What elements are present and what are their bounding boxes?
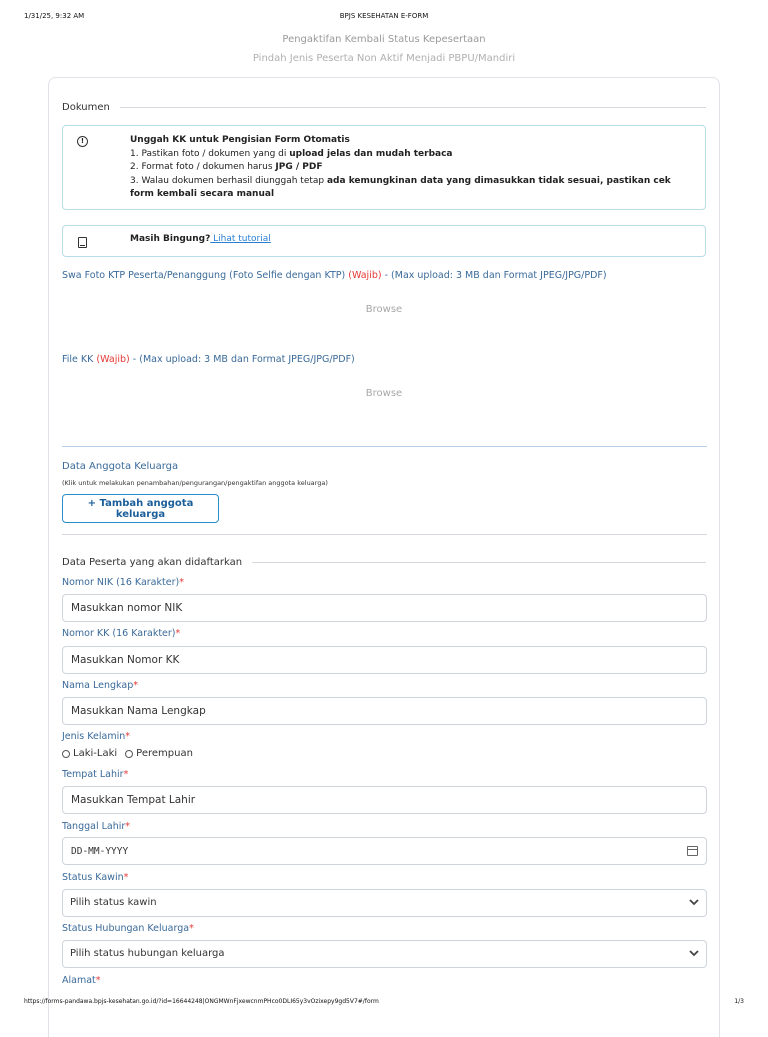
upload-info-text [130, 134, 695, 202]
kk-browse-button[interactable]: Browse [365, 388, 403, 399]
family-relation-select[interactable] [62, 940, 707, 968]
full-name-label: Nama Lengkap* [62, 680, 138, 691]
print-page-title: BPJS KESEHATAN E-FORM [339, 12, 429, 20]
nik-label: Nomor NIK (16 Karakter)* [62, 577, 184, 588]
chevron-down-icon [688, 896, 700, 908]
address-label: Alamat* [62, 975, 101, 986]
section-rule [120, 107, 706, 108]
gender-radio-female[interactable] [125, 750, 133, 758]
print-page-number: 1/3 [734, 998, 744, 1005]
gender-radio-male[interactable] [62, 750, 70, 758]
chevron-down-icon [688, 947, 700, 959]
family-relation-value: Pilih status hubungan keluarga [70, 948, 225, 959]
gender-option-label: Perempuan [136, 748, 193, 759]
required-tag: (Wajib) [96, 354, 130, 365]
birthdate-field [62, 837, 707, 865]
family-relation-label: Status Hubungan Keluarga* [62, 923, 194, 934]
help-box [62, 225, 706, 257]
dokumen-section-header [62, 100, 706, 114]
print-url: https://forms-pandawa.bpjs-kesehatan.go.id/?id=16644248|ONGMWnFjxewcnmPHco0DLI65y3vOzixepy9gd5V7#/form [24, 998, 379, 1005]
nik-input[interactable] [62, 594, 707, 622]
upload-info-heading: Unggah KK untuk Pengisian Form Otomatis [130, 135, 350, 145]
book-icon [78, 237, 87, 248]
birthdate-label: Tanggal Lahir* [62, 821, 131, 832]
full-name-input[interactable] [62, 697, 707, 725]
peserta-section-title: Data Peserta yang akan didaftarkan [62, 556, 243, 568]
tutorial-link[interactable]: Lihat tutorial [210, 234, 271, 244]
selfie-upload-label: Swa Foto KTP Peserta/Penanggung (Foto Selfie dengan KTP) (Wajib) - (Max upload: 3 MB dan Format JPEG/JPG/PDF) [62, 270, 607, 281]
section-rule [252, 562, 706, 563]
marital-status-select[interactable] [62, 889, 707, 917]
form-subtitle: Pindah Jenis Peserta Non Aktif Menjadi PBPU/Mandiri [252, 53, 516, 64]
gender-radio-group [62, 748, 201, 759]
upload-info-line-2: 2. Format foto / dokumen harus JPG / PDF [130, 162, 323, 172]
help-text: Masih Bingung? Lihat tutorial [130, 234, 271, 244]
section-divider [62, 446, 707, 447]
info-icon: ! [77, 136, 88, 147]
selfie-browse-button[interactable]: Browse [365, 304, 403, 315]
add-family-member-button[interactable]: + Tambah anggota keluarga [62, 494, 219, 523]
gender-label: Jenis Kelamin* [62, 731, 131, 742]
birthplace-label: Tempat Lahir* [62, 769, 129, 780]
kk-upload-label: File KK (Wajib) - (Max upload: 3 MB dan Format JPEG/JPG/PDF) [62, 354, 355, 365]
peserta-section-header [62, 555, 706, 569]
print-header [24, 12, 744, 24]
birthplace-input[interactable] [62, 786, 707, 814]
form-title: Pengaktifan Kembali Status Kepesertaan [282, 34, 486, 45]
dokumen-section-title: Dokumen [62, 101, 110, 113]
family-section-title: Data Anggota Keluarga [62, 461, 179, 472]
marital-status-value: Pilih status kawin [70, 897, 157, 908]
required-tag: (Wajib) [348, 270, 382, 281]
print-datetime: 1/31/25, 9:32 AM [24, 12, 85, 20]
print-footer [24, 998, 744, 1010]
upload-info-line-1: 1. Pastikan foto / dokumen yang di upload jelas dan mudah terbaca [130, 148, 453, 159]
calendar-icon[interactable] [687, 846, 698, 856]
kk-number-input[interactable] [62, 646, 707, 674]
marital-status-label: Status Kawin* [62, 872, 129, 883]
upload-info-line-3: 3. Walau dokumen berhasil diunggah tetap ada kemungkinan data yang dimasukkan tidak sesuai, pastikan cek form kembali secara manual [130, 175, 671, 199]
section-divider [62, 534, 707, 535]
upload-info-box [62, 125, 706, 210]
birthdate-input[interactable] [63, 838, 679, 864]
kk-number-label: Nomor KK (16 Karakter)* [62, 628, 181, 639]
gender-option-label: Laki-Laki [73, 748, 118, 759]
family-section-note: (Klik untuk melakukan penambahan/pengurangan/pengaktifan anggota keluarga) [62, 479, 328, 487]
